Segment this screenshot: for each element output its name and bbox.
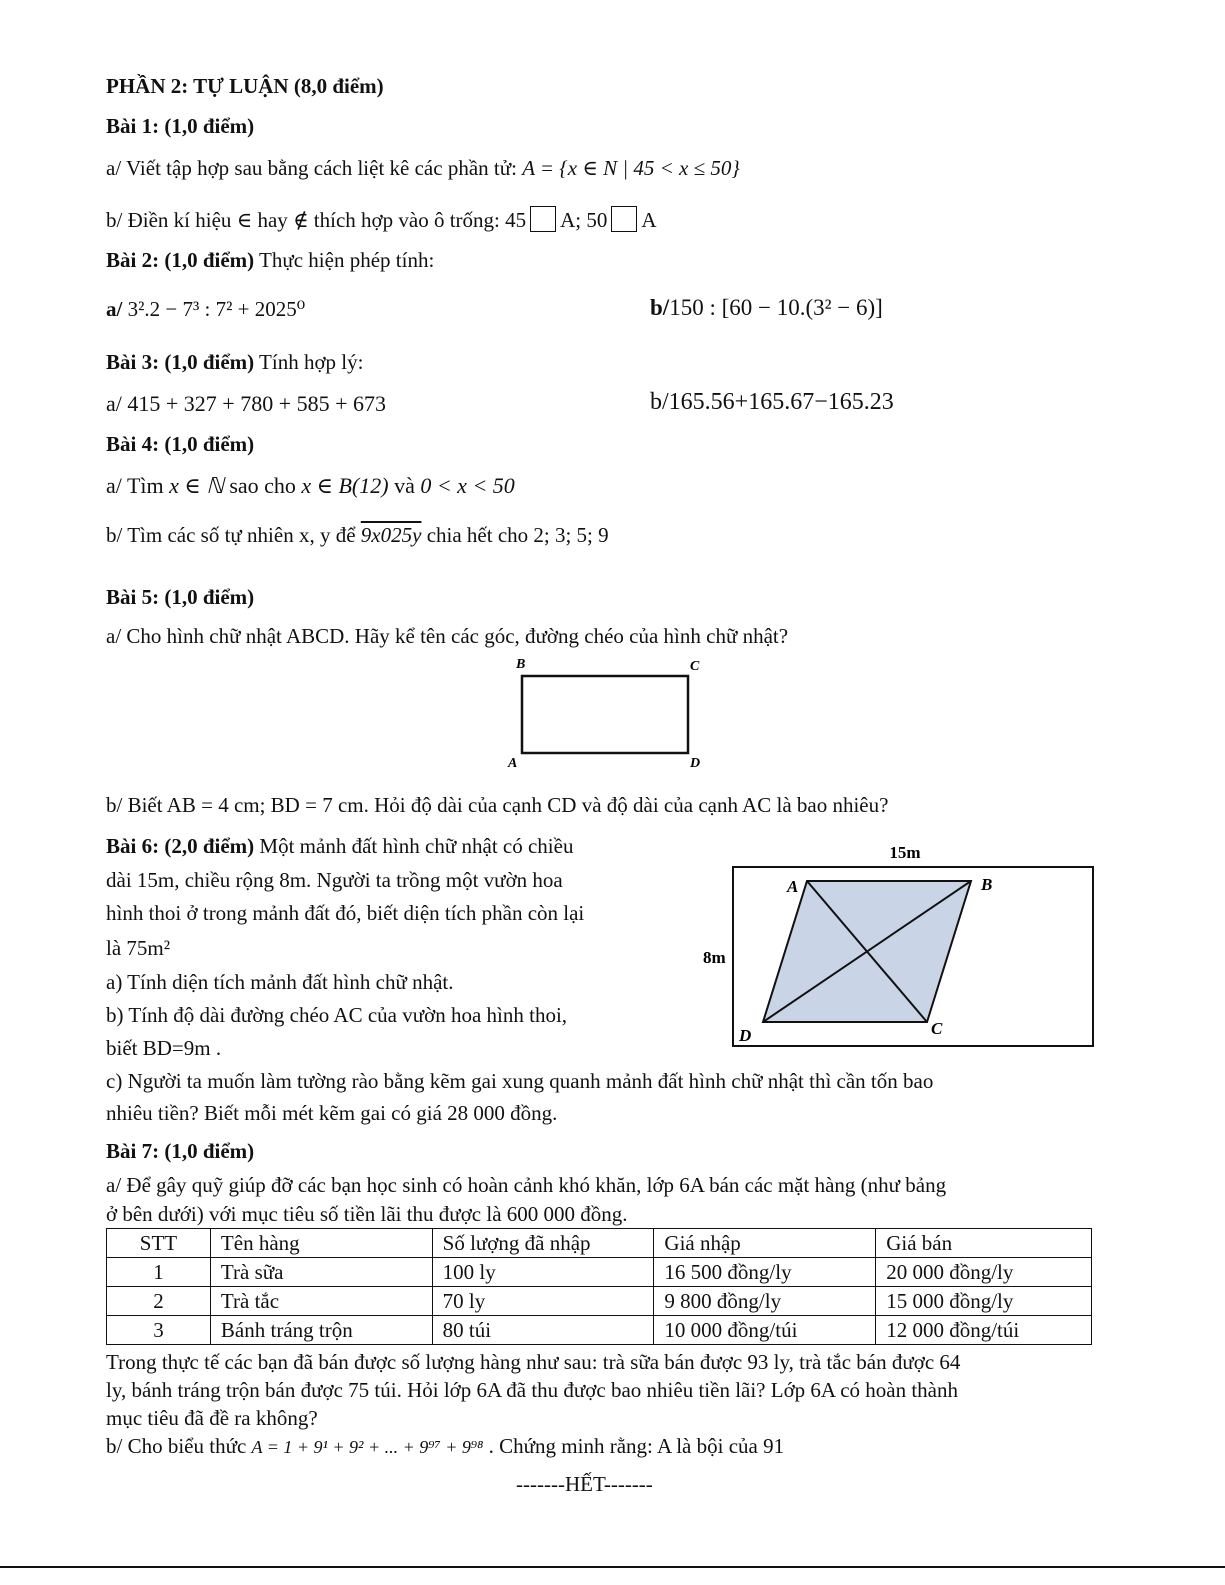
bai3-b: b/165.56+165.67−165.23 [650,389,894,415]
bai6-line2: dài 15m, chiều rộng 8m. Người ta trồng một vườn hoa [106,868,563,892]
table-cell: Trà sữa [210,1258,432,1287]
bai6-line1 [106,834,573,858]
table-cell: 80 túi [432,1316,654,1345]
bai2-heading [106,248,434,272]
table-header: Số lượng đã nhập [432,1229,654,1258]
bai2-a-label: a/ [106,297,123,321]
bai4-a-expr2: x ∈ B(12) [301,473,389,498]
bai4-a-expr: x ∈ ℕ [169,473,224,498]
bai1-a-text: a/ Viết tập hợp sau bằng cách liệt kê các phần tử: [106,156,523,180]
table-header-row [107,1229,1092,1258]
bai6-c2: nhiêu tiền? Biết mỗi mét kẽm gai có giá 28 000 đồng. [106,1101,558,1125]
table-cell: 100 ly [432,1258,654,1287]
bai4-b-number: 9x025y [360,523,422,547]
bai6-a: a) Tính diện tích mảnh đất hình chữ nhật. [106,970,454,994]
bai2-b-label: b/ [650,295,670,320]
bai7-b [106,1434,784,1458]
bai1-b [106,206,657,232]
bai2-a [106,297,305,321]
bai4-a-3: và [388,473,421,498]
table-cell: Trà tắc [210,1287,432,1316]
bai6-b2: biết BD=9m . [106,1036,222,1060]
table-header: Giá bán [876,1229,1092,1258]
bai2-title: Bài 2: (1,0 điểm) [106,248,255,272]
label-c: C [931,1019,943,1038]
label-d: D [690,756,701,771]
end-mark: -------HẾT------- [516,1472,653,1496]
table-cell: 16 500 đồng/ly [654,1258,876,1287]
label-a: A [508,756,518,771]
rectangle-shape [522,676,688,753]
table-cell: Bánh tráng trộn [210,1316,432,1345]
bai1-a [106,156,740,180]
bai7-after1: Trong thực tế các bạn đã bán được số lượng hàng như sau: trà sữa bán được 93 ly, trà tắc bán được 64 [106,1350,961,1374]
table-row [107,1287,1092,1316]
table-cell: 15 000 đồng/ly [876,1287,1092,1316]
bai6-title: Bài 6: (2,0 điểm) [106,834,255,858]
table-cell: 2 [107,1287,211,1316]
table-cell: 10 000 đồng/túi [654,1316,876,1345]
bai4-a-expr3: 0 < x < 50 [420,473,515,498]
bai5-a: a/ Cho hình chữ nhật ABCD. Hãy kể tên các góc, đường chéo của hình chữ nhật? [106,624,789,648]
label-c: C [690,659,700,674]
bai7-a1: a/ Để gây quỹ giúp đỡ các bạn học sinh có hoàn cảnh khó khăn, lớp 6A bán các mặt hàng (như bảng [106,1173,947,1197]
bai7-title: Bài 7: (1,0 điểm) [106,1139,255,1163]
bai1-b-text: b/ Điền kí hiệu ∈ hay ∉ thích hợp vào ô trống: 45 [106,208,527,232]
table-header: Giá nhập [654,1229,876,1258]
rectangle-abcd-figure [500,652,720,772]
bai6-b1: b) Tính độ dài đường chéo AC của vườn hoa hình thoi, [106,1003,568,1027]
bai6-text1: Một mảnh đất hình chữ nhật có chiều [254,834,574,858]
bai4-b-1: b/ Tìm các số tự nhiên x, y để [106,523,361,547]
bai7-a2: ở bên dưới) với mục tiêu số tiền lãi thu được là 600 000 đồng. [106,1202,628,1226]
bai7-b-1: b/ Cho biểu thức [106,1434,252,1458]
bai2-b-expr: 150 : [60 − 10.(3² − 6)] [669,295,883,320]
label-a: A [787,877,799,896]
bai5-title: Bài 5: (1,0 điểm) [106,585,255,609]
section-title: PHẦN 2: TỰ LUẬN (8,0 điểm) [106,74,384,98]
bai7-after3: mục tiêu đã đề ra không? [106,1406,318,1430]
bai4-b [106,523,609,547]
table-row [107,1258,1092,1287]
label-b: B [981,875,993,894]
bai4-a-2: sao cho [223,473,302,498]
bai6-c1: c) Người ta muốn làm tường rào bằng kẽm gai xung quanh mảnh đất hình chữ nhật thì cần tốn bao [106,1069,934,1093]
bai1-b-end: A [641,208,657,232]
bai5-b: b/ Biết AB = 4 cm; BD = 7 cm. Hỏi độ dài của cạnh CD và độ dài của cạnh AC là bao nhiêu? [106,793,889,817]
bai4-title: Bài 4: (1,0 điểm) [106,432,255,456]
rhombus-garden-figure [695,836,1105,1056]
table-header: STT [107,1229,211,1258]
bai2-b [650,295,883,321]
bai1-a-formula: A = {x ∈ N | 45 < x ≤ 50} [522,156,740,180]
bai3-a: a/ 415 + 327 + 780 + 585 + 673 [106,391,387,416]
table-cell: 1 [107,1258,211,1287]
answer-box-2[interactable] [611,206,637,232]
bai7-b-expr: A = 1 + 9¹ + 9² + ... + 9⁹⁷ + 9⁹⁸ [251,1437,484,1457]
bai4-a-1: a/ Tìm [106,473,170,498]
table-cell: 9 800 đồng/ly [654,1287,876,1316]
bai3-title: Bài 3: (1,0 điểm) [106,350,255,374]
table-cell: 70 ly [432,1287,654,1316]
table-cell: 3 [107,1316,211,1345]
height-label: 8m [703,948,726,967]
table-row [107,1316,1092,1345]
bai7-after2: ly, bánh tráng trộn bán được 75 túi. Hỏi lớp 6A đã thu được bao nhiêu tiền lãi? Lớp 6A có hoàn thành [106,1378,958,1402]
answer-box-1[interactable] [530,206,556,232]
table-cell: 20 000 đồng/ly [876,1258,1092,1287]
bai3-heading [106,350,363,374]
bai2-a-expr: 3².2 − 7³ : 7² + 2025⁰ [127,297,306,321]
table-header: Tên hàng [210,1229,432,1258]
bai3-title-rest: Tính hợp lý: [254,350,364,374]
label-b: B [516,657,526,672]
bottom-rule [0,1566,1225,1568]
bai1-b-mid: A; 50 [560,208,608,232]
goods-table [106,1228,1092,1345]
label-d: D [739,1026,752,1045]
bai2-title-rest: Thực hiện phép tính: [254,248,435,272]
bai1-title: Bài 1: (1,0 điểm) [106,114,255,138]
width-label: 15m [889,843,921,862]
bai6-line3: hình thoi ở trong mảnh đất đó, biết diện tích phần còn lại [106,901,585,925]
bai4-a [106,473,515,498]
bai6-line4: là 75m² [106,936,171,960]
bai7-b-2: . Chứng minh rằng: A là bội của 91 [483,1434,785,1458]
table-cell: 12 000 đồng/túi [876,1316,1092,1345]
bai4-b-2: chia hết cho 2; 3; 5; 9 [421,523,609,547]
